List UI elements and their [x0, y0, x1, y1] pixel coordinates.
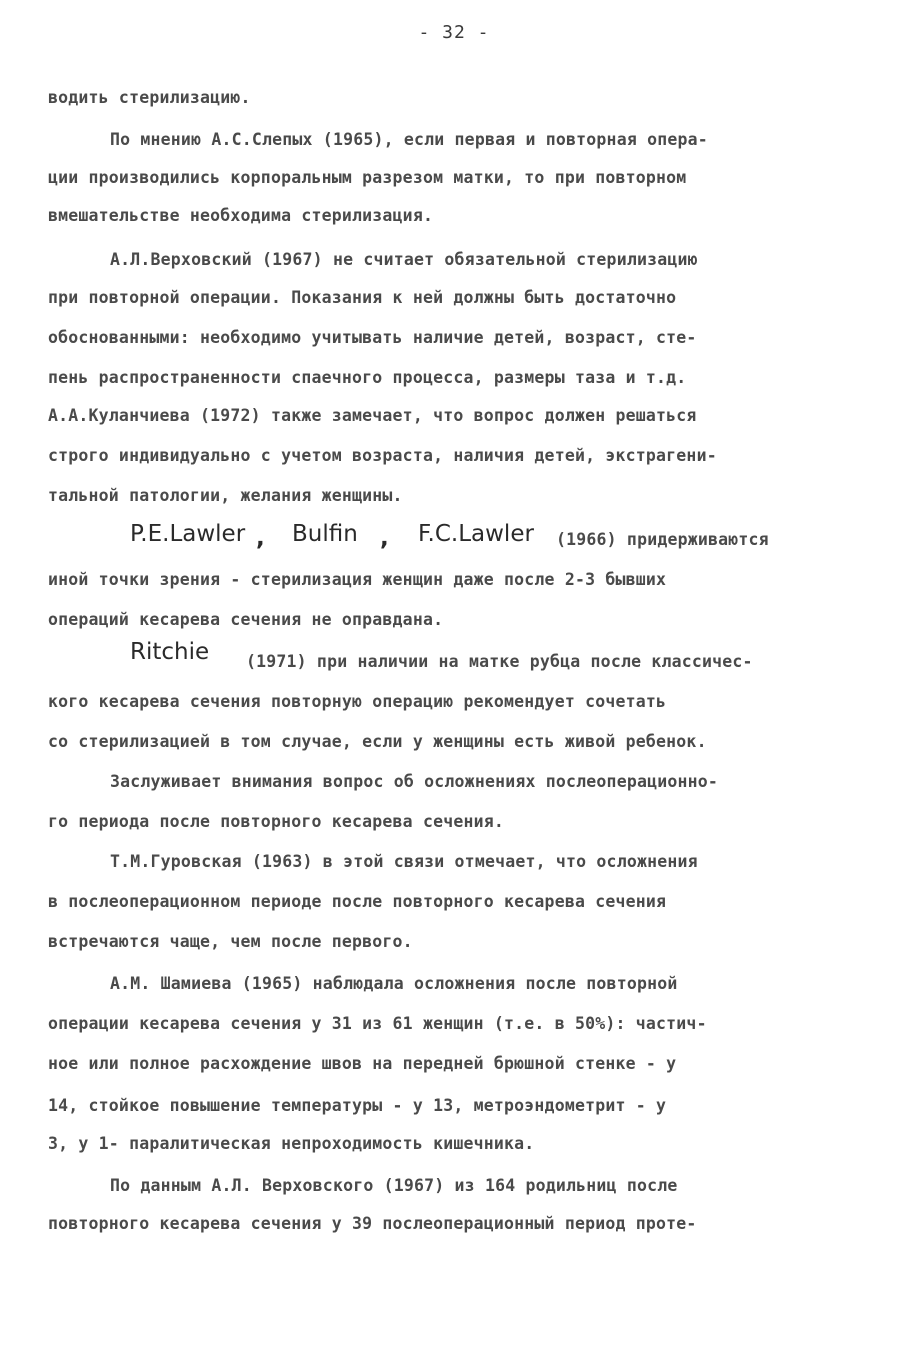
text-line: вмешательстве необходима стерилизация. [48, 206, 434, 225]
text-line: (1966) придерживаются [556, 530, 769, 549]
text-line: Т.М.Гуровская (1963) в этой связи отмечает, что осложнения [110, 852, 698, 871]
text-line: 3, у 1- паралитическая непроходимость кишечника. [48, 1134, 535, 1153]
handwritten-separator: , [256, 525, 265, 551]
text-line: при повторной операции. Показания к ней должны быть достаточно [48, 288, 677, 307]
text-line: повторного кесарева сечения у 39 послеоперационный период проте- [48, 1214, 697, 1233]
text-line: По данным А.Л. Верховского (1967) из 164 родильниц после [110, 1176, 678, 1195]
text-line: ное или полное расхождение швов на передней брюшной стенке - у [48, 1054, 677, 1073]
text-line: водить стерилизацию. [48, 88, 251, 107]
text-line: А.А.Куланчиева (1972) также замечает, что вопрос должен решаться [48, 406, 697, 425]
text-line: 14, стойкое повышение температуры - у 13, метроэндометрит - у [48, 1096, 667, 1115]
handwritten-author: Bulfin [292, 521, 358, 547]
text-line: тальной патологии, желания женщины. [48, 486, 403, 505]
text-line: встречаются чаще, чем после первого. [48, 932, 413, 951]
text-line: операции кесарева сечения у 31 из 61 женщин (т.е. в 50%): частич- [48, 1014, 707, 1033]
text-line: Заслуживает внимания вопрос об осложнениях послеоперационно- [110, 772, 719, 791]
text-line: операций кесарева сечения не оправдана. [48, 610, 444, 629]
text-line: (1971) при наличии на матке рубца после классичес- [246, 652, 753, 671]
text-line: иной точки зрения - стерилизация женщин даже после 2-3 бывших [48, 570, 667, 589]
text-line: пень распространенности спаечного процесса, размеры таза и т.д. [48, 368, 687, 387]
text-line: строго индивидуально с учетом возраста, наличия детей, экстрагени- [48, 446, 717, 465]
text-line: обоснованными: необходимо учитывать наличие детей, возраст, сте- [48, 328, 697, 347]
text-line: со стерилизацией в том случае, если у женщины есть живой ребенок. [48, 732, 707, 751]
handwritten-author: F.C.Lawler [418, 521, 534, 547]
text-line: кого кесарева сечения повторную операцию рекомендует сочетать [48, 692, 667, 711]
text-line: По мнению А.С.Слепых (1965), если первая и повторная опера- [110, 130, 708, 149]
text-line: ции производились корпоральным разрезом матки, то при повторном [48, 168, 687, 187]
text-line: го периода после повторного кесарева сечения. [48, 812, 505, 831]
handwritten-author: P.E.Lawler [130, 521, 246, 547]
handwritten-author: Ritchie [130, 639, 210, 665]
page-number: - 32 - [418, 22, 490, 43]
text-line: А.М. Шамиева (1965) наблюдала осложнения после повторной [110, 974, 678, 993]
handwritten-separator: , [380, 525, 389, 551]
text-line: в послеоперационном периоде после повторного кесарева сечения [48, 892, 667, 911]
text-line: А.Л.Верховский (1967) не считает обязательной стерилизацию [110, 250, 698, 269]
